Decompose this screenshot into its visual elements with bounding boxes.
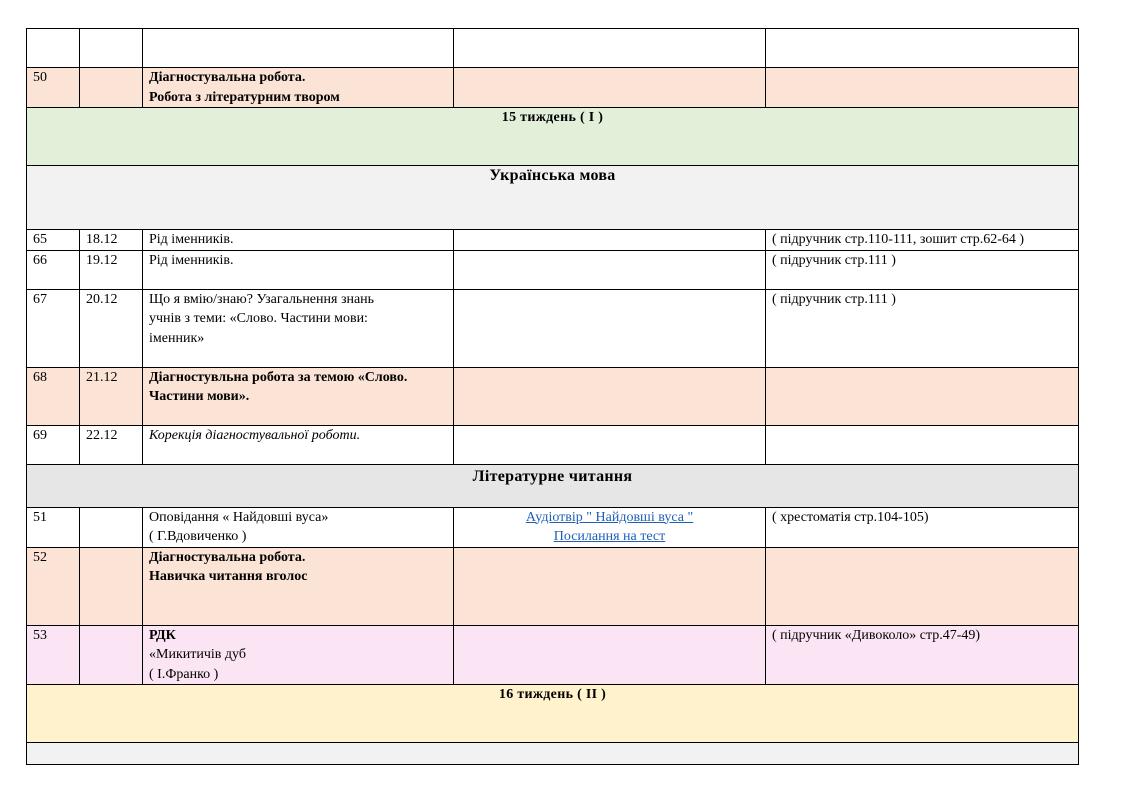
week-heading: 15 тиждень ( І ) [27,108,1079,166]
lesson-task [766,367,1079,425]
lesson-resource [454,625,766,685]
lesson-resource [454,250,766,289]
lesson-plan-table [26,28,1079,765]
cell [766,29,1079,68]
section-row [27,166,1079,230]
table-row [27,68,1079,108]
lesson-date [80,68,143,108]
week-row [27,108,1079,166]
lesson-date [80,625,143,685]
topic-line: Робота з літературним твором [149,89,340,105]
table-row [27,625,1079,685]
lesson-topic [143,367,454,425]
table-row [27,29,1079,68]
lesson-topic: Рід іменників. [143,230,454,251]
lesson-date: 18.12 [80,230,143,251]
table-row [27,289,1079,367]
lesson-topic: Рід іменників. [143,250,454,289]
audio-link[interactable]: Аудіотвір " Найдовші вуса " [525,509,694,525]
lesson-task: ( підручник стр.110-111, зошит стр.62-64 ) [766,230,1079,251]
cell [143,29,454,68]
table-row [27,507,1079,547]
section-heading-literature: Літературне читання [27,464,1079,507]
lesson-number: 51 [27,507,80,547]
lesson-topic [143,289,454,367]
table-row [27,547,1079,625]
lesson-task [766,547,1079,625]
table-row [27,250,1079,289]
lesson-resource [454,507,766,547]
topic-line: учнів з теми: «Слово. Частини мови: [149,311,368,326]
table-row [27,230,1079,251]
lesson-resource [454,367,766,425]
section-heading-ukrainian: Українська мова [27,166,1079,230]
lesson-topic [143,625,454,685]
table-row [27,367,1079,425]
lesson-number: 69 [27,425,80,464]
lesson-number: 53 [27,625,80,685]
lesson-date [80,547,143,625]
test-link[interactable]: Посилання на тест [553,529,666,544]
lesson-resource [454,289,766,367]
lesson-resource [454,425,766,464]
table-row [27,425,1079,464]
lesson-task [766,68,1079,108]
lesson-number: 52 [27,547,80,625]
lesson-task [766,425,1079,464]
week-heading: 16 тиждень ( ІІ ) [27,685,1079,743]
lesson-topic: Корекція діагностувальної роботи. [143,425,454,464]
lesson-task: ( хрестоматія стр.104-105) [766,507,1079,547]
lesson-topic [143,547,454,625]
topic-line: ( І.Франко ) [149,666,219,682]
topic-line: Діагностувльна робота за темою «Слово. [149,369,408,385]
lesson-resource [454,68,766,108]
lesson-task: ( підручник «Дивоколо» стр.47-49) [766,625,1079,685]
topic-line: іменник» [149,330,205,346]
cell [454,29,766,68]
lesson-topic [143,68,454,108]
lesson-number: 66 [27,250,80,289]
topic-line: Діагностувальна робота. [149,549,306,565]
lesson-date: 21.12 [80,367,143,425]
week-row [27,685,1079,743]
topic-line: «Микитичів дуб [149,647,246,662]
section-row [27,464,1079,507]
topic-line: РДК [149,627,176,643]
topic-line: Діагностувальна робота. [149,70,306,85]
topic-line: Оповідання « Найдовші вуса» [149,509,329,525]
lesson-resource [454,230,766,251]
lesson-date: 22.12 [80,425,143,464]
table-row [27,743,1079,765]
cell [80,29,143,68]
lesson-number: 67 [27,289,80,367]
lesson-number: 50 [27,68,80,108]
topic-line: ( Г.Вдовиченко ) [149,529,247,544]
lesson-task: ( підручник стр.111 ) [766,289,1079,367]
lesson-number: 68 [27,367,80,425]
lesson-number: 65 [27,230,80,251]
lesson-task: ( підручник стр.111 ) [766,250,1079,289]
lesson-date: 20.12 [80,289,143,367]
cell [27,29,80,68]
lesson-date [80,507,143,547]
lesson-date: 19.12 [80,250,143,289]
lesson-resource [454,547,766,625]
cell [27,743,1079,765]
topic-line: Що я вмію/знаю? Узагальнення знань [149,291,375,307]
topic-line: Навичка читання вголос [149,569,308,584]
lesson-topic [143,507,454,547]
topic-line: Частини мови». [149,389,250,404]
